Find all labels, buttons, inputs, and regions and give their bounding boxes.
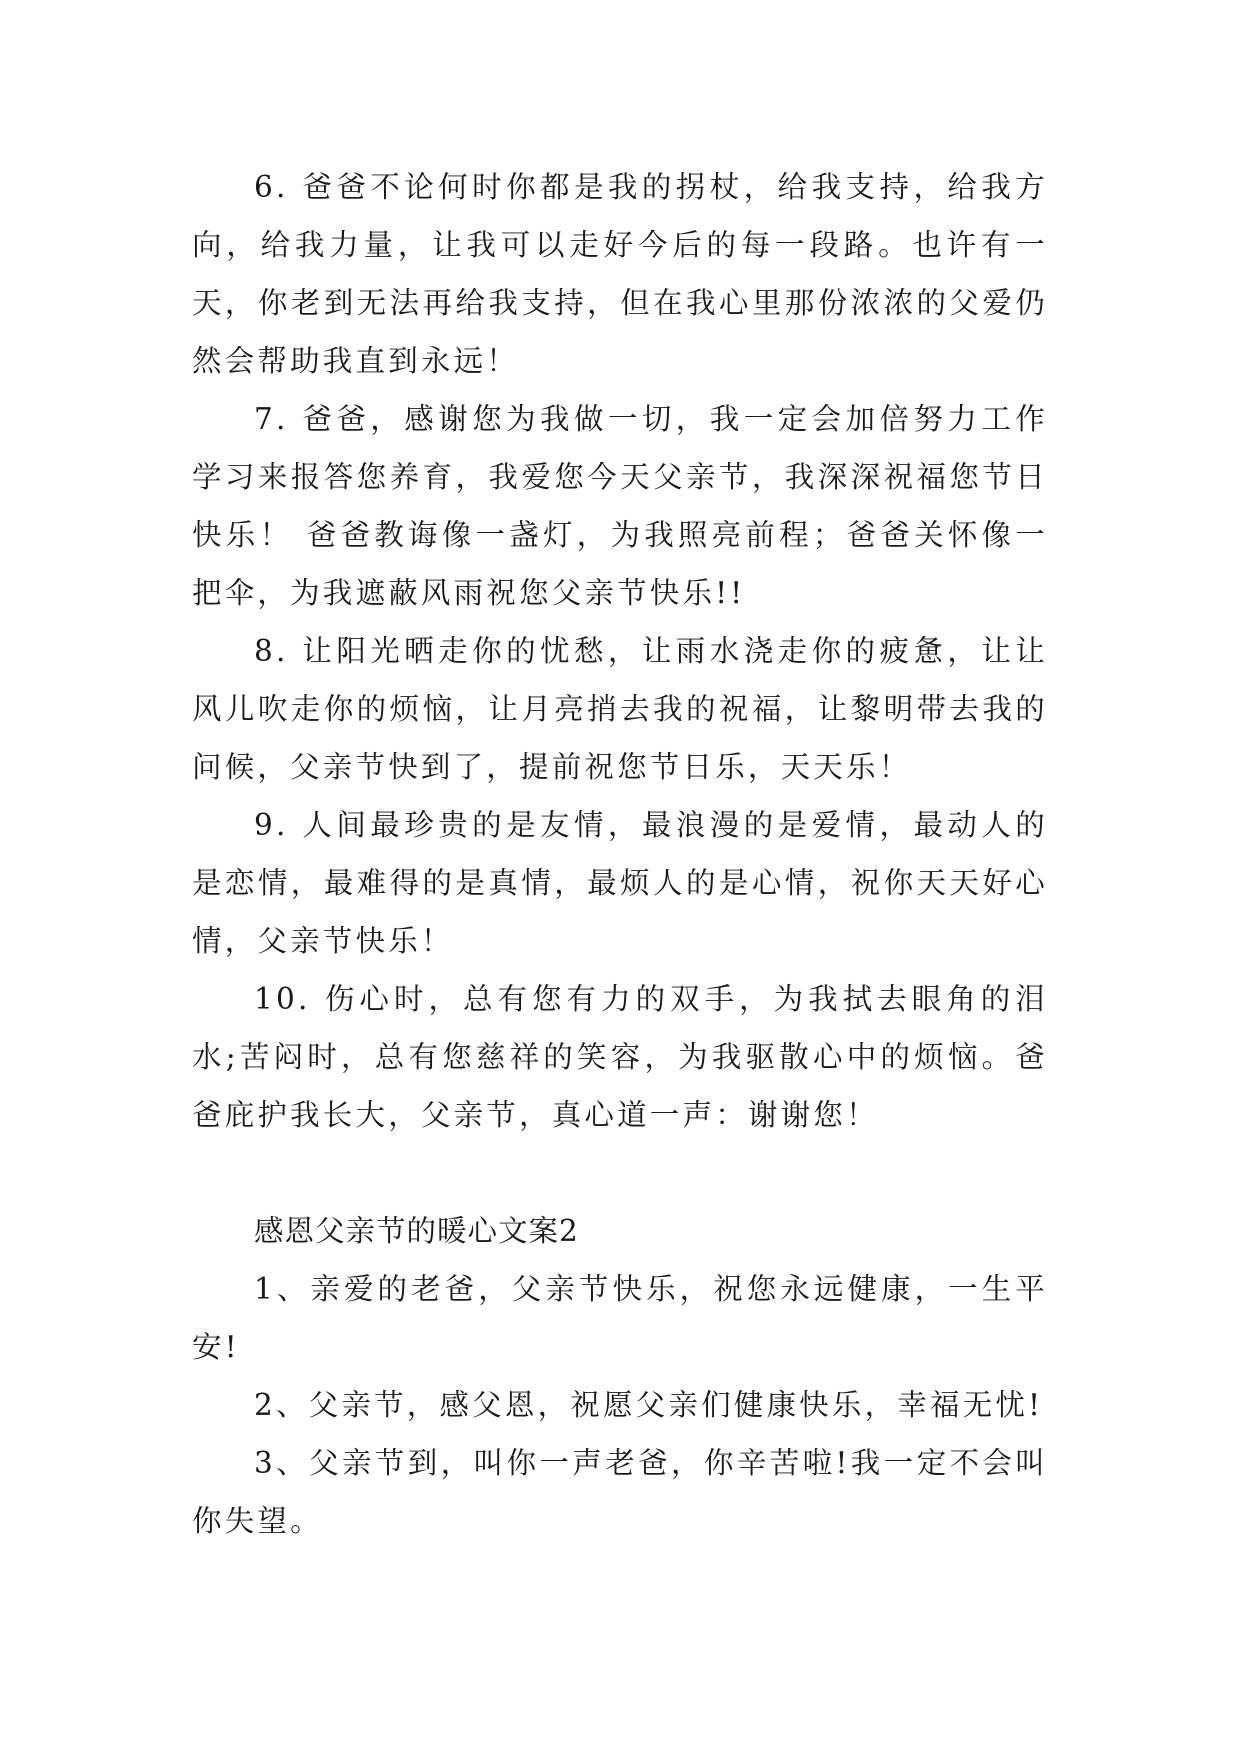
paragraph-7: 7. 爸爸，感谢您为我做一切，我一定会加倍努力工作学习来报答您养育，我爱您今天父亲节，我深深祝福您节日快乐！ 爸爸教诲像一盏灯，为我照亮前程；爸爸关怀像一把伞，为我遮蔽风雨祝您父亲节快乐!! <box>192 402 1048 610</box>
paragraph-b3: 3、父亲节到，叫你一声老爸，你辛苦啦!我一定不会叫你失望。 <box>192 1446 1048 1538</box>
paragraph-10: 10. 伤心时，总有您有力的双手，为我拭去眼角的泪水;苦闷时，总有您慈祥的笑容，为我驱散心中的烦恼。爸爸庇护我长大，父亲节，真心道一声：谢谢您！ <box>192 982 1048 1132</box>
document-page <box>192 158 1048 1550</box>
paragraph-6: 6. 爸爸不论何时你都是我的拐杖，给我支持，给我方向，给我力量，让我可以走好今后的每一段路。也许有一天，你老到无法再给我支持，但在我心里那份浓浓的父爱仍然会帮助我直到永远！ <box>192 170 1048 378</box>
section-heading: 感恩父亲节的暖心文案2 <box>254 1214 579 1248</box>
paragraph-b1: 1、亲爱的老爸，父亲节快乐，祝您永远健康，一生平安! <box>192 1272 1048 1364</box>
paragraph-9: 9. 人间最珍贵的是友情，最浪漫的是爱情，最动人的是恋情，最难得的是真情，最烦人的是心情，祝你天天好心情，父亲节快乐！ <box>192 808 1048 958</box>
paragraph-b2: 2、父亲节，感父恩，祝愿父亲们健康快乐，幸福无忧! <box>254 1388 1044 1422</box>
paragraph-8: 8. 让阳光晒走你的忧愁，让雨水浇走你的疲惫，让让风儿吹走你的烦恼，让月亮捎去我的祝福，让黎明带去我的问候，父亲节快到了，提前祝您节日乐，天天乐！ <box>192 634 1048 784</box>
